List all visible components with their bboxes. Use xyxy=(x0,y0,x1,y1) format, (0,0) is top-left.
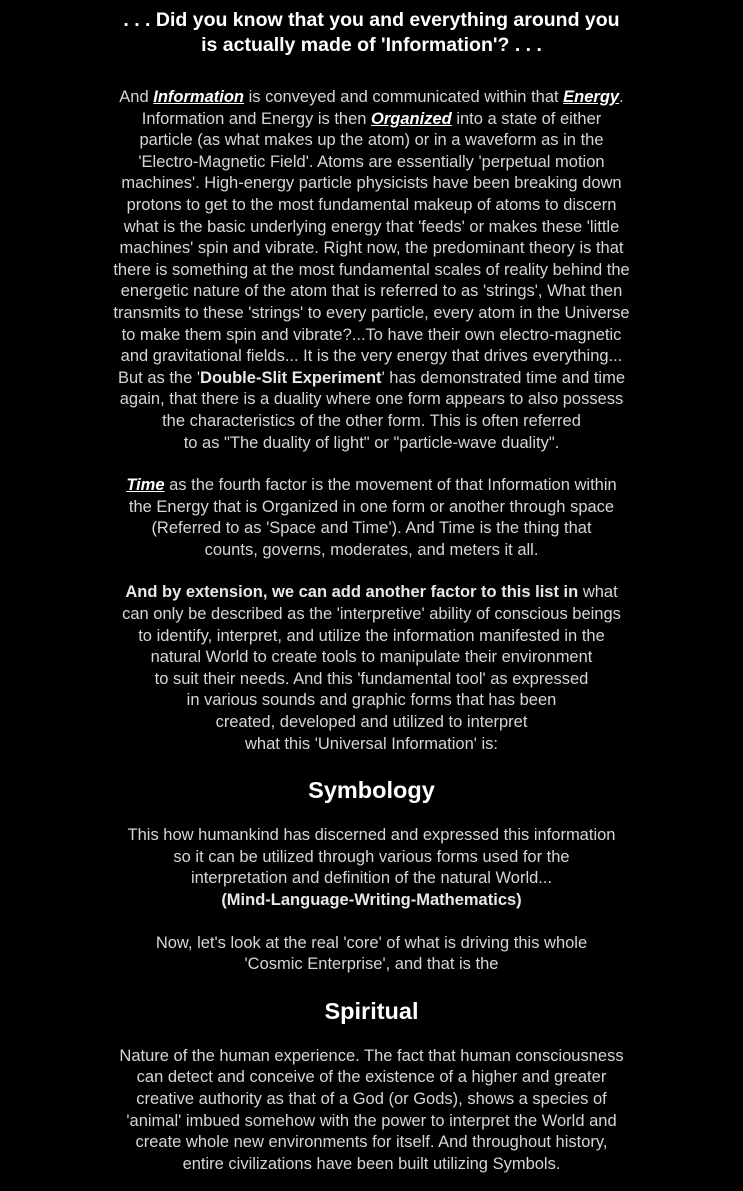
keyword-organized: Organized xyxy=(371,109,452,128)
paragraph-time xyxy=(0,475,743,561)
text-line: 'Electro-Magnetic Field'. Atoms are essentially 'perpetual motion xyxy=(138,152,605,171)
text-line: what is the basic underlying energy that 'feeds' or makes these 'little xyxy=(123,217,620,236)
text-line: 'animal' imbued somehow with the power to interpret the World and xyxy=(126,1111,617,1130)
text-line: natural World to create tools to manipulate their environment xyxy=(150,648,593,667)
double-slit-label: Double-Slit Experiment xyxy=(200,368,382,387)
text-line: to identify, interpret, and utilize the information manifested in the xyxy=(138,626,605,645)
headline xyxy=(0,8,743,58)
text-line: Information and Energy is then Organized into a state of either xyxy=(141,109,602,128)
text-line: there is something at the most fundamental scales of reality behind the xyxy=(113,260,630,279)
text-line: energetic nature of the atom that is referred to as 'strings', What then xyxy=(120,282,623,301)
paragraph-cosmic-enterprise xyxy=(0,933,743,976)
text-line: interpretation and definition of the natural World... xyxy=(190,869,553,888)
text-line: machines' spin and vibrate. Right now, the predominant theory is that xyxy=(119,239,624,258)
paragraph-spiritual xyxy=(0,1046,743,1176)
text-line: machines'. High-energy particle physicists have been breaking down xyxy=(121,174,622,193)
keyword-energy: Energy xyxy=(563,88,620,106)
text-line: But as the 'Double-Slit Experiment' has demonstrated time and time xyxy=(117,368,626,387)
headline-line: is actually made of 'Information'? . . . xyxy=(201,34,542,56)
text-line: can only be described as the 'interpretive' ability of conscious beings xyxy=(122,605,621,624)
text-line: to as "The duality of light" or "particle-wave duality". xyxy=(183,433,560,452)
text-line: And by extension, we can add another factor to this list in what xyxy=(125,583,618,602)
text-line: transmits to these 'strings' to every particle, every atom in the Universe xyxy=(113,303,630,322)
heading-spiritual: Spiritual xyxy=(324,997,419,1024)
paragraph-interpretive-ability xyxy=(0,582,743,755)
text-line: entire civilizations have been built utilizing Symbols. xyxy=(182,1154,561,1173)
text-line: again, that there is a duality where one form appears to also possess xyxy=(119,390,624,409)
text-line: creative authority as that of a God (or Gods), shows a species of xyxy=(136,1089,607,1108)
text-line: and gravitational fields... It is the very energy that drives everything... xyxy=(120,347,623,366)
keyword-information: Information xyxy=(153,88,244,106)
text-line: the characteristics of the other form. This is often referred xyxy=(162,411,581,430)
text-line: This how humankind has discerned and expressed this information xyxy=(127,826,616,845)
text-line: to suit their needs. And this 'fundamental tool' as expressed xyxy=(154,669,589,688)
keyword-time: Time xyxy=(126,476,165,495)
text-line: protons to get to the most fundamental makeup of atoms to discern xyxy=(126,195,617,214)
text-line: can detect and conceive of the existence of a higher and greater xyxy=(136,1068,607,1087)
text-line: 'Cosmic Enterprise', and that is the xyxy=(244,955,499,974)
text-line: what this 'Universal Information' is: xyxy=(245,734,498,753)
emphasis-text: And by extension, we can add another factor to this list in xyxy=(125,583,579,602)
headline-line: . . . Did you know that you and everything around you xyxy=(123,9,620,31)
text-line: in various sounds and graphic forms that has been xyxy=(186,691,557,710)
text-line: Time as the fourth factor is the movement of that Information within xyxy=(126,476,617,495)
text-line: so it can be utilized through various forms used for the xyxy=(173,847,570,866)
text-line: created, developed and utilized to interpret xyxy=(215,713,528,732)
paragraph-symbology xyxy=(0,825,743,911)
text-line: Nature of the human experience. The fact that human consciousness xyxy=(119,1046,624,1065)
text-line: particle (as what makes up the atom) or in a waveform as in the xyxy=(139,131,604,150)
heading-symbology: Symbology xyxy=(308,777,435,804)
text-line: And Information is conveyed and communicated within that Energy. xyxy=(119,88,624,106)
text-line: (Referred to as 'Space and Time'). And Time is the thing that xyxy=(151,519,592,538)
mind-language-line: (Mind-Language-Writing-Mathematics) xyxy=(221,891,522,909)
text-line: create whole new environments for itself. And throughout history, xyxy=(135,1133,608,1152)
text-line: to make them spin and vibrate?...To have their own electro-magnetic xyxy=(121,325,622,344)
paragraph-information-energy xyxy=(0,87,743,454)
text-line: counts, governs, moderates, and meters it all. xyxy=(204,540,539,559)
text-line: Now, let's look at the real 'core' of what is driving this whole xyxy=(155,933,588,952)
text-line: the Energy that is Organized in one form or another through space xyxy=(128,497,615,516)
